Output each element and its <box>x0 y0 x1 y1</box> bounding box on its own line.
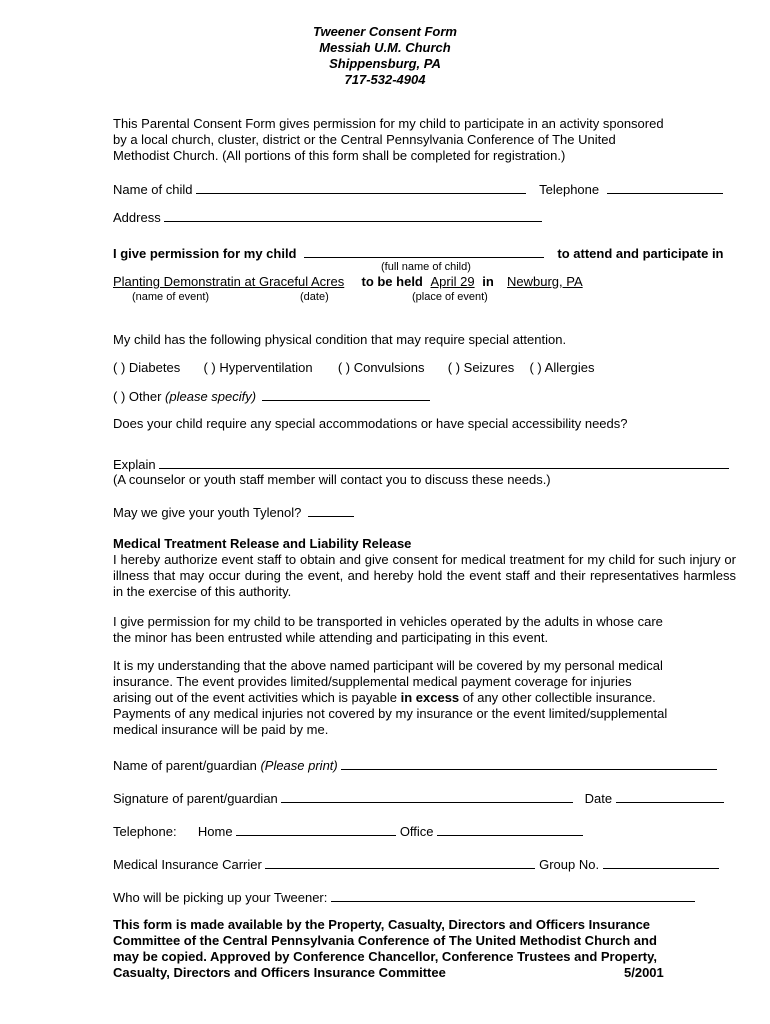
accessibility-note: (A counselor or youth staff member will contact you to discuss these needs.) <box>113 472 551 487</box>
parent-telephone-label: Telephone: <box>113 824 177 839</box>
church-phone: 717-532-4904 <box>344 72 426 87</box>
child-name-field[interactable] <box>196 181 526 194</box>
conditions-intro: My child has the following physical condition that may require special attention. <box>113 332 567 347</box>
transport-line-1: I give permission for my child to be transported in vehicles operated by the adults in whose care <box>113 614 663 629</box>
church-location: Shippensburg, PA <box>329 56 441 71</box>
event-name: Planting Demonstratin at Graceful Acres <box>113 274 345 289</box>
condition-allergies-checkbox[interactable]: ( ) Allergies <box>529 360 595 375</box>
footer-line-4: Casualty, Directors and Officers Insurance Committee <box>113 965 446 980</box>
event-row <box>113 274 583 290</box>
condition-other-field[interactable] <box>262 388 430 401</box>
child-name-label: Name of child <box>113 182 193 197</box>
condition-seizures-checkbox[interactable]: ( ) Seizures <box>447 360 515 375</box>
event-date-caption: (date) <box>300 291 329 303</box>
event-name-caption: (name of event) <box>132 291 210 303</box>
explain-label: Explain <box>113 457 156 472</box>
conditions-row <box>113 360 595 376</box>
condition-other-checkbox[interactable]: ( ) Other <box>113 389 162 404</box>
pickup-row <box>113 889 695 906</box>
tylenol-row <box>113 504 354 521</box>
form-title: Tweener Consent Form <box>313 24 457 39</box>
child-name-row <box>113 181 723 198</box>
parent-name-hint: (Please print) <box>260 758 338 773</box>
condition-other-hint: (please specify) <box>165 389 257 404</box>
insurance-in-excess: in excess <box>400 690 460 705</box>
child-telephone-field[interactable] <box>607 181 723 194</box>
transport-line-2: the minor has been entrusted while attending and participating in this event. <box>113 630 549 645</box>
intro-line-3: Methodist Church. (All portions of this form shall be completed for registration.) <box>113 148 566 163</box>
full-name-caption: (full name of child) <box>381 261 471 273</box>
in-label: in <box>482 274 494 289</box>
intro-line-2: by a local church, cluster, district or the Central Pennsylvania Conference of The United <box>113 132 616 147</box>
footer-line-3: may be copied. Approved by Conference Chancellor, Conference Trustees and Property, <box>113 949 657 964</box>
signature-date-field[interactable] <box>616 790 724 803</box>
address-label: Address <box>113 210 161 225</box>
insurance-line-3-c: of any other collectible insurance. <box>459 690 656 705</box>
child-full-name-field[interactable] <box>304 245 544 258</box>
to-be-held-label: to be held <box>361 274 423 289</box>
home-phone-field[interactable] <box>236 823 396 836</box>
parent-name-field[interactable] <box>341 757 717 770</box>
permission-suffix: to attend and participate in <box>557 246 724 261</box>
accessibility-question: Does your child require any special accommodations or have special accessibility needs? <box>113 416 628 431</box>
office-phone-label: Office <box>399 824 434 839</box>
event-place: Newburg, PA <box>507 274 583 289</box>
medical-release-heading: Medical Treatment Release and Liability Release <box>113 536 412 551</box>
signature-row <box>113 790 724 807</box>
child-telephone-label: Telephone <box>539 182 600 197</box>
intro-line-1: This Parental Consent Form gives permission for my child to participate in an activity sponsored <box>113 116 664 131</box>
footer-line-1: This form is made available by the Property, Casualty, Directors and Officers Insurance <box>113 917 651 932</box>
church-name: Messiah U.M. Church <box>319 40 451 55</box>
insurance-carrier-field[interactable] <box>265 856 535 869</box>
home-phone-label: Home <box>197 824 233 839</box>
signature-label: Signature of parent/guardian <box>113 791 278 806</box>
parent-telephone-row <box>113 823 583 840</box>
insurance-carrier-label: Medical Insurance Carrier <box>113 857 262 872</box>
condition-hyperventilation-checkbox[interactable]: ( ) Hyperventilation <box>203 360 313 375</box>
footer-date: 5/2001 <box>624 965 664 980</box>
signature-field[interactable] <box>281 790 573 803</box>
tylenol-question: May we give your youth Tylenol? <box>113 505 302 520</box>
explain-row <box>113 456 729 473</box>
parent-name-label: Name of parent/guardian <box>113 758 257 773</box>
insurance-line-2: insurance. The event provides limited/supplemental medical payment coverage for injuries <box>113 674 632 689</box>
group-number-field[interactable] <box>603 856 719 869</box>
insurance-carrier-row <box>113 856 719 873</box>
insurance-line-1: It is my understanding that the above named participant will be covered by my personal medical <box>113 658 663 673</box>
office-phone-field[interactable] <box>437 823 583 836</box>
pickup-label: Who will be picking up your Tweener: <box>113 890 328 905</box>
group-number-label: Group No. <box>539 857 600 872</box>
condition-other-row <box>113 388 430 405</box>
insurance-line-3-a: arising out of the event activities which is payable <box>113 690 401 705</box>
pickup-field[interactable] <box>331 889 695 902</box>
tylenol-field[interactable] <box>308 504 354 517</box>
address-row <box>113 209 542 226</box>
address-field[interactable] <box>164 209 542 222</box>
insurance-line-4: Payments of any medical injuries not covered by my insurance or the event limited/supplemental <box>113 706 668 721</box>
event-date: April 29 <box>430 274 475 289</box>
insurance-line-3 <box>113 690 656 706</box>
condition-diabetes-checkbox[interactable]: ( ) Diabetes <box>113 360 181 375</box>
footer-line-2: Committee of the Central Pennsylvania Conference of The United Methodist Church and <box>113 933 657 948</box>
explain-field[interactable] <box>159 456 729 469</box>
event-place-caption: (place of event) <box>412 291 488 303</box>
signature-date-label: Date <box>584 791 613 806</box>
permission-row <box>113 245 724 262</box>
medical-release-body: I hereby authorize event staff to obtain and give consent for medical treatment for my child for such injury or illness that may occur during the event, and hereby hold the event staff and their representatives harmless in the exercise of this authority. <box>113 552 736 599</box>
condition-convulsions-checkbox[interactable]: ( ) Convulsions <box>337 360 425 375</box>
insurance-line-5: medical insurance will be paid by me. <box>113 722 329 737</box>
parent-name-row <box>113 757 717 774</box>
permission-prefix: I give permission for my child <box>113 246 297 261</box>
